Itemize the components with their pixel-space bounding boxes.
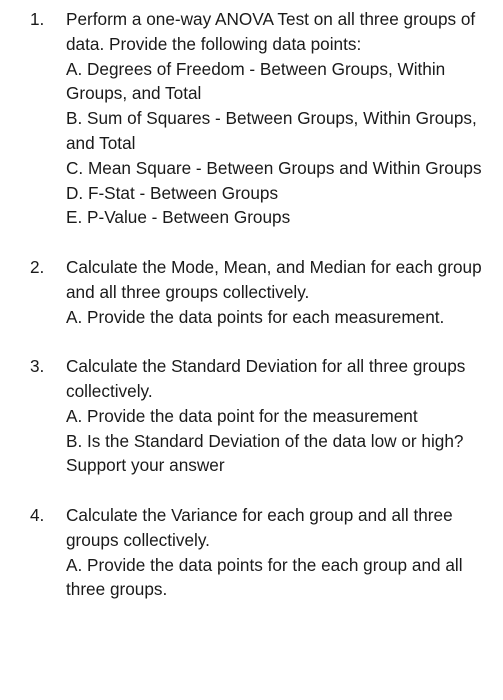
question-body [66,354,489,478]
sub-item: B. Sum of Squares - Between Groups, Within Groups, and Total [66,108,477,153]
sub-item: A. Degrees of Freedom - Between Groups, Within Groups, and Total [66,58,446,104]
sub-item: B. Is the Standard Deviation of the data low or high? Support your answer [66,430,464,476]
question-2 [30,255,489,329]
question-number: 2. [30,256,45,277]
question-text: Calculate the Standard Deviation for all three groups collectively. [66,356,466,401]
question-4 [30,503,489,602]
question-body [66,7,489,230]
question-3 [30,354,489,478]
question-number: 4. [30,504,45,525]
question-number: 1. [30,9,45,29]
question-1 [30,7,489,230]
sub-item: C. Mean Square - Between Groups and Within Groups [66,157,482,178]
question-number: 3. [30,356,45,377]
sub-item: A. Provide the data points for each measurement. [66,306,445,327]
question-body [66,255,489,329]
sub-item: D. F-Stat - Between Groups [66,182,279,203]
question-text: Calculate the Variance for each group and all three groups collectively. [66,504,453,550]
question-text: Perform a one-way ANOVA Test on all three groups of data. Provide the following data points: [66,9,476,54]
question-body [66,503,489,602]
sub-item: E. P-Value - Between Groups [66,207,291,228]
sub-item: A. Provide the data point for the measurement [66,405,418,426]
sub-item: A. Provide the data points for the each group and all three groups. [66,554,463,600]
question-text: Calculate the Mode, Mean, and Median for each group and all three groups collectively. [66,256,482,302]
